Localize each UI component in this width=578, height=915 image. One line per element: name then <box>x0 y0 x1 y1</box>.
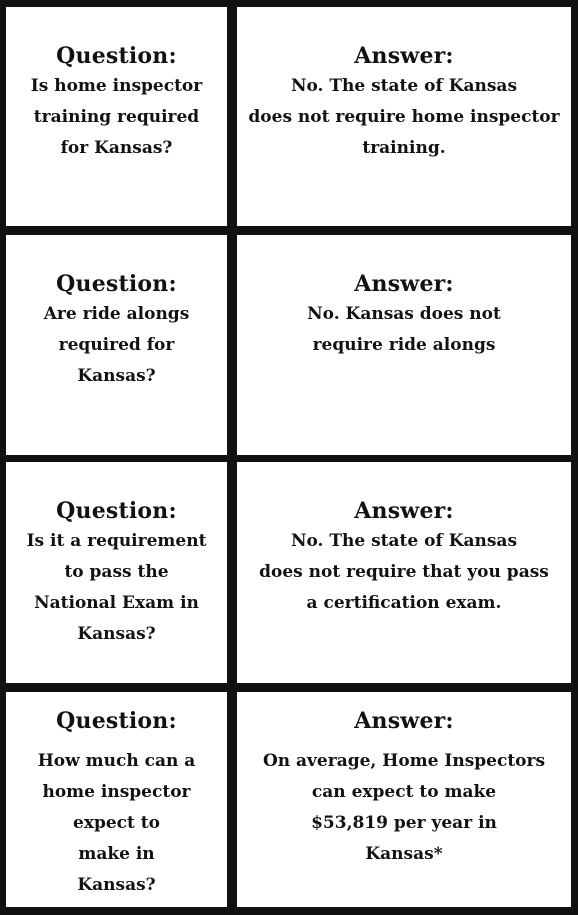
question-card-ride-alongs <box>6 235 227 455</box>
answer-card-ride-alongs <box>237 235 571 455</box>
answer-heading: Answer: <box>354 43 454 69</box>
question-heading: Question: <box>56 271 177 297</box>
answer-text: No. The state of Kansas does not require that you pass a certification exam. <box>259 531 549 613</box>
question-heading: Question: <box>56 43 177 69</box>
answer-text: No. Kansas does not require ride alongs <box>307 304 501 355</box>
question-card-national-exam <box>6 462 227 683</box>
question-heading: Question: <box>56 708 177 734</box>
answer-text: No. The state of Kansas does not require home inspector training. <box>248 76 560 158</box>
answer-card-training <box>237 7 571 226</box>
question-text: How much can a home inspector expect to make in Kansas? <box>37 751 196 895</box>
question-text: Is it a requirement to pass the National Exam in Kansas? <box>26 531 207 644</box>
answer-heading: Answer: <box>354 271 454 297</box>
question-text: Is home inspector training required for Kansas? <box>30 76 203 158</box>
question-card-training <box>6 7 227 226</box>
answer-card-national-exam <box>237 462 571 683</box>
answer-heading: Answer: <box>354 498 454 524</box>
question-card-salary <box>6 692 227 907</box>
question-text: Are ride alongs required for Kansas? <box>43 304 190 386</box>
question-heading: Question: <box>56 498 177 524</box>
answer-card-salary <box>237 692 571 907</box>
answer-heading: Answer: <box>354 708 454 734</box>
answer-text: On average, Home Inspectors can expect to make $53,819 per year in Kansas* <box>262 751 546 864</box>
